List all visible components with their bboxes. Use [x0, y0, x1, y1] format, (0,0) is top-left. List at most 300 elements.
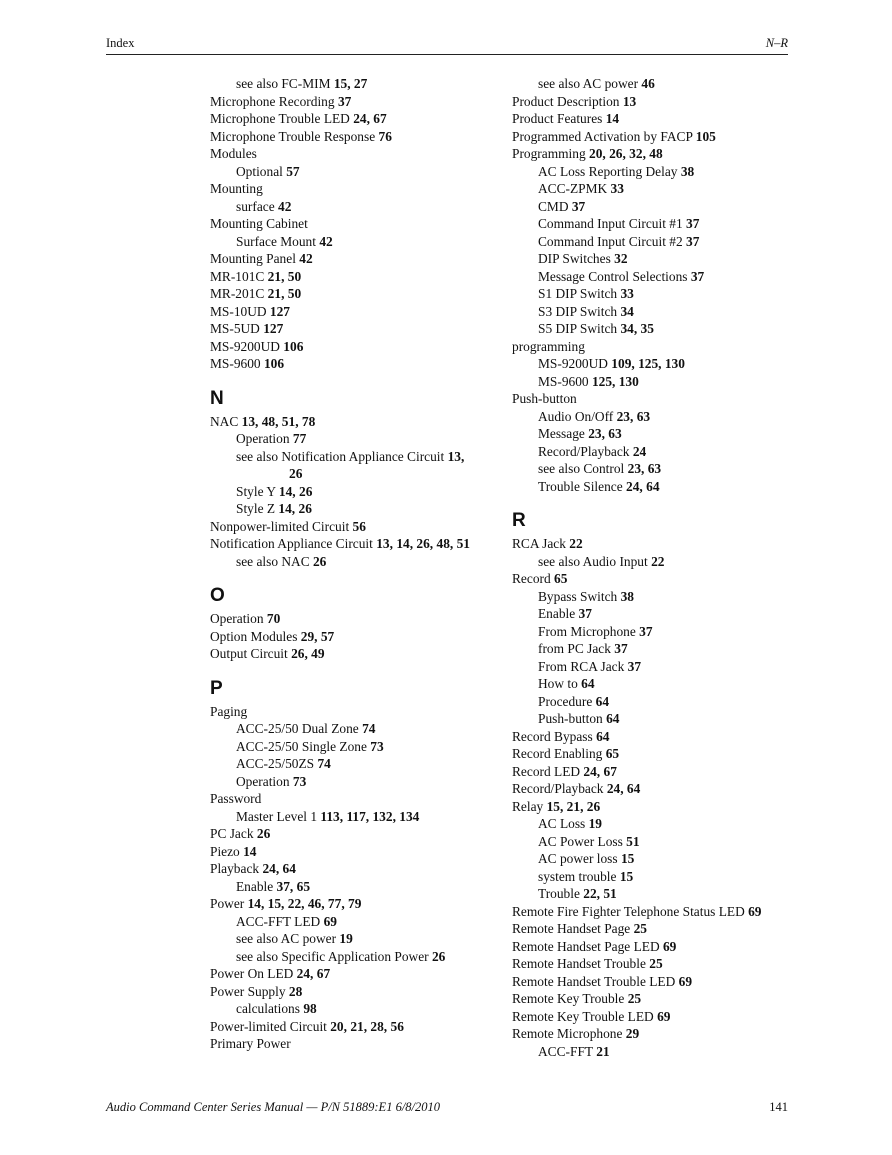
index-page-refs: 15 [619, 868, 634, 884]
index-term: Mounting Panel [210, 251, 300, 266]
index-page-refs: 20, 26, 32, 48 [589, 146, 663, 161]
index-term: Optional [236, 163, 287, 179]
index-page-refs: 69 [657, 1008, 671, 1024]
index-term: Notification Appliance Circuit [210, 536, 377, 551]
index-page-refs: 13 [622, 93, 637, 109]
index-page-refs: 21, 50 [267, 286, 302, 301]
index-page-refs: 74 [317, 756, 331, 771]
index-page-refs: 64 [581, 676, 595, 691]
index-term: AC power loss [538, 851, 621, 866]
index-term: Programmed Activation by FACP [512, 128, 696, 144]
index-entry [512, 1008, 802, 1026]
index-entry [210, 215, 500, 233]
index-term: ACC-FFT [538, 1043, 597, 1059]
index-entry [512, 938, 802, 956]
index-page-refs: 15 [620, 851, 635, 866]
index-term: Remote Fire Fighter Telephone Status LED [512, 903, 749, 919]
index-page-refs: 106 [283, 338, 304, 354]
index-term: Command Input Circuit #1 [538, 216, 687, 231]
index-term: Product Features [512, 111, 606, 126]
index-page-refs: 127 [269, 303, 290, 319]
index-term: Microphone Recording [210, 93, 338, 109]
index-entry [210, 860, 500, 878]
index-term: Remote Key Trouble LED [512, 1008, 658, 1024]
index-entry [210, 413, 500, 431]
index-term: AC Power Loss [538, 833, 627, 849]
index-page-refs: 24, 67 [353, 111, 387, 126]
index-page-refs: 74 [362, 721, 376, 736]
index-entry [210, 703, 500, 721]
index-term: MS-9200UD [210, 338, 284, 354]
index-entry [210, 1018, 500, 1036]
index-term: Trouble [538, 886, 584, 901]
index-term: Paging [210, 703, 248, 719]
index-term: AC Loss Reporting Delay [538, 163, 681, 179]
index-page-refs: 26 [431, 948, 446, 964]
index-page-refs: 26 [256, 826, 271, 841]
index-page-refs: 106 [263, 356, 285, 371]
index-entry [512, 570, 802, 588]
index-subentry [210, 1000, 500, 1018]
index-term: MS-9200UD [538, 356, 612, 371]
index-term: calculations [236, 1001, 304, 1016]
page-number: 141 [769, 1100, 788, 1114]
index-term: Primary Power [210, 1036, 291, 1051]
index-page-refs: 37 [686, 233, 700, 249]
index-page-refs: 113, 117, 132, 134 [320, 808, 420, 824]
index-term: see also AC power [538, 76, 642, 91]
index-term: Push-button [512, 391, 577, 406]
index-column-right [512, 75, 802, 1060]
index-term: ACC-FFT LED [236, 913, 324, 929]
index-subentry [210, 483, 500, 501]
index-entry [210, 790, 500, 808]
index-term: see also FC-MIM [236, 76, 334, 91]
index-page-refs: 13, [447, 448, 465, 464]
index-subentry [512, 658, 802, 676]
index-term: Record Enabling [512, 746, 606, 761]
index-subentry [512, 268, 802, 286]
index-page-refs: 25 [649, 956, 663, 971]
index-entry [210, 535, 500, 553]
index-subentry [512, 75, 802, 93]
index-page-refs: 29 [625, 1026, 640, 1041]
index-page-refs: 13, 14, 26, 48, 51 [376, 536, 470, 551]
index-page-refs: 37 [337, 93, 352, 109]
index-page-refs: 21, 50 [267, 268, 302, 284]
index-term: Modules [210, 146, 257, 161]
index-page-refs: 24, 67 [296, 966, 331, 981]
index-term: Power [210, 896, 248, 911]
index-term: Power On LED [210, 966, 297, 981]
index-term: MS-9600 [210, 356, 264, 371]
index-subentry [210, 755, 500, 773]
index-term: Style Y [236, 483, 279, 499]
index-subentry [512, 355, 802, 373]
index-term: Relay [512, 798, 547, 814]
index-entry [210, 110, 500, 128]
index-term: Trouble Silence [538, 478, 627, 494]
index-term: see also Control [538, 461, 628, 476]
index-page-refs: 125, 130 [591, 373, 639, 389]
index-term: S5 DIP Switch [538, 321, 621, 336]
index-term: Message Control Selections [538, 268, 691, 284]
index-page-refs: 33 [620, 286, 634, 301]
index-entry [512, 763, 802, 781]
index-term: ACC-ZPMK [538, 181, 611, 196]
index-subentry [512, 815, 802, 833]
index-page-refs: 34 [620, 303, 634, 319]
index-entry [210, 285, 500, 303]
index-page-refs: 19 [339, 931, 353, 946]
index-term: MR-201C [210, 286, 268, 301]
index-term: see also NAC [236, 553, 313, 569]
index-term: Command Input Circuit #2 [538, 233, 687, 249]
index-page-refs: 37 [614, 641, 628, 656]
index-page-refs: 26 [312, 553, 327, 569]
index-page-refs: 127 [263, 321, 284, 336]
index-subentry [512, 675, 802, 693]
index-page-refs: 25 [627, 991, 642, 1006]
index-entry [210, 180, 500, 198]
index-entry [210, 93, 500, 111]
index-page-refs: 26 [289, 466, 303, 481]
index-subentry [512, 425, 802, 443]
index-subentry [512, 640, 802, 658]
index-term: Output Circuit [210, 646, 292, 661]
index-entry [210, 983, 500, 1001]
index-page-refs: 65 [605, 746, 620, 761]
index-page-refs: 23, 63 [588, 426, 622, 441]
index-term: programming [512, 338, 585, 354]
index-entry [512, 145, 802, 163]
index-entry [512, 390, 802, 408]
index-term: Nonpower-limited Circuit [210, 518, 353, 534]
index-entry [210, 518, 500, 536]
index-term: Microphone Trouble LED [210, 111, 354, 126]
index-term: Remote Handset Trouble LED [512, 973, 679, 989]
index-page-refs: 14 [243, 843, 257, 859]
index-page-refs: 70 [266, 611, 281, 626]
index-page-refs: 73 [370, 738, 384, 754]
index-subentry [512, 553, 802, 571]
index-entry [512, 745, 802, 763]
index-term: Password [210, 791, 262, 806]
index-page-refs: 37 [639, 623, 653, 639]
index-subentry [210, 738, 500, 756]
index-term: Microphone Trouble Response [210, 128, 379, 144]
index-subentry [210, 913, 500, 931]
index-entry [210, 843, 500, 861]
index-page-refs: 56 [352, 518, 366, 534]
index-subentry [512, 588, 802, 606]
index-entry [512, 955, 802, 973]
index-subentry [512, 693, 802, 711]
index-page-refs: 37 [690, 268, 705, 284]
index-subentry [512, 833, 802, 851]
section-heading-n: N [210, 387, 224, 409]
index-term: Power Supply [210, 983, 289, 999]
section-heading-p: P [210, 677, 223, 699]
index-entry [210, 825, 500, 843]
index-term: surface [236, 198, 279, 214]
index-page-refs: 37 [578, 606, 592, 621]
index-page-refs: 28 [288, 983, 303, 999]
index-page-refs: 37, 65 [276, 878, 311, 894]
index-page-refs: 109, 125, 130 [611, 356, 685, 371]
index-entry [210, 628, 500, 646]
index-subentry [210, 163, 500, 181]
index-entry [512, 920, 802, 938]
index-subentry [512, 478, 802, 496]
index-term: Power-limited Circuit [210, 1018, 331, 1034]
index-entry [210, 303, 500, 321]
index-entry [210, 895, 500, 913]
index-page-refs: 14 [605, 111, 620, 126]
index-entry [512, 780, 802, 798]
section-heading-o: O [210, 585, 225, 606]
index-page-refs: 15, 21, 26 [546, 798, 601, 814]
index-page-refs: 69 [662, 938, 677, 954]
index-subentry [512, 623, 802, 641]
index-term: Remote Key Trouble [512, 991, 628, 1006]
index-page-refs: 51 [626, 833, 640, 849]
index-page-refs: 65 [554, 571, 568, 586]
index-subentry [512, 233, 802, 251]
index-term: Mounting [210, 181, 263, 196]
index-entry [210, 610, 500, 628]
index-page-refs: 105 [695, 128, 716, 144]
index-page-refs: 73 [292, 773, 307, 789]
index-term: Operation [236, 431, 293, 446]
index-entry [210, 355, 500, 373]
index-term: Option Modules [210, 628, 301, 644]
index-entry [512, 110, 802, 128]
index-term: Programming [512, 146, 589, 161]
index-page-refs: 77 [292, 431, 307, 446]
index-term: Remote Handset Trouble [512, 956, 650, 971]
index-subentry [512, 460, 802, 478]
index-term: Remote Handset Page [512, 921, 634, 936]
index-term: see also Notification Appliance Circuit [236, 448, 448, 464]
index-page-refs: 64 [606, 711, 620, 726]
index-subentry [512, 303, 802, 321]
index-entry [512, 535, 802, 553]
index-term: ACC-25/50 Single Zone [236, 738, 371, 754]
index-page-refs: 37 [571, 198, 586, 214]
index-page-refs: 22 [651, 553, 665, 569]
index-term: Operation [236, 773, 293, 789]
index-page-refs: 24, 64 [262, 861, 296, 876]
index-subentry [512, 885, 802, 903]
index-entry [512, 728, 802, 746]
index-page-refs: 69 [748, 903, 762, 919]
index-page-refs: 57 [286, 163, 300, 179]
index-subentry [512, 710, 802, 728]
index-term: Master Level 1 [236, 808, 321, 824]
index-page-refs: 69 [323, 913, 337, 929]
index-term: AC Loss [538, 816, 589, 831]
index-entry [512, 990, 802, 1008]
index-term: Enable [236, 878, 277, 894]
index-subentry [210, 465, 500, 483]
index-subentry [210, 808, 500, 826]
index-page-refs: 22, 51 [583, 886, 617, 901]
index-term: Audio On/Off [538, 408, 617, 424]
index-subentry [210, 773, 500, 791]
index-page-refs: 29, 57 [300, 628, 335, 644]
index-page-refs: 21 [596, 1043, 610, 1059]
index-subentry [210, 233, 500, 251]
index-subentry [512, 320, 802, 338]
index-page-refs: 24 [632, 443, 647, 459]
index-entry [210, 965, 500, 983]
index-term: NAC [210, 413, 242, 429]
index-page-refs: 25 [633, 921, 647, 936]
index-subentry [512, 1043, 802, 1061]
index-term: MS-10UD [210, 303, 270, 319]
index-term: Remote Handset Page LED [512, 938, 663, 954]
index-term: MS-5UD [210, 321, 264, 336]
index-page-refs: 22 [569, 536, 583, 551]
index-page-refs: 14, 15, 22, 46, 77, 79 [247, 896, 362, 911]
index-page-refs: 69 [678, 973, 693, 989]
index-term: Message [538, 426, 589, 441]
index-term: Product Description [512, 93, 623, 109]
index-term: Playback [210, 861, 263, 876]
index-subentry [512, 868, 802, 886]
index-entry [210, 1035, 500, 1053]
index-term: Enable [538, 606, 579, 621]
index-page-refs: 32 [614, 251, 628, 266]
page-header [106, 36, 788, 55]
index-page-refs: 37 [686, 216, 700, 231]
index-term: see also Audio Input [538, 553, 652, 569]
index-term: Record/Playback [538, 443, 633, 459]
index-term: ACC-25/50ZS [236, 756, 318, 771]
index-page-refs: 64 [596, 728, 610, 744]
index-term: see also Specific Application Power [236, 948, 432, 964]
header-range-label: N–R [765, 36, 788, 50]
index-subentry [512, 180, 802, 198]
index-entry [210, 250, 500, 268]
index-page-refs: 34, 35 [620, 321, 654, 336]
header-section-label: Index [106, 36, 135, 50]
index-term: Operation [210, 611, 267, 626]
index-page-refs: 24, 64 [626, 478, 660, 494]
index-term: Record Bypass [512, 728, 597, 744]
index-page-refs: 38 [620, 588, 634, 604]
index-entry [210, 128, 500, 146]
index-subentry [512, 250, 802, 268]
index-term: RCA Jack [512, 536, 570, 551]
index-entry [512, 798, 802, 816]
index-subentry [512, 198, 802, 216]
index-term: Surface Mount [236, 233, 320, 249]
index-term: Record LED [512, 763, 584, 779]
index-page-refs: 23, 63 [627, 461, 662, 476]
index-entry [512, 973, 802, 991]
index-entry [512, 1025, 802, 1043]
index-page-refs: 33 [610, 181, 624, 196]
index-term: Bypass Switch [538, 588, 621, 604]
index-term: From Microphone [538, 623, 640, 639]
index-entry [210, 338, 500, 356]
index-column-left [210, 75, 500, 1053]
index-subentry [512, 163, 802, 181]
index-page-refs: 76 [378, 128, 392, 144]
index-term: CMD [538, 198, 572, 214]
index-entry [512, 903, 802, 921]
index-entry [210, 645, 500, 663]
index-page-refs: 42 [299, 251, 313, 266]
index-entry [512, 128, 802, 146]
index-page-refs: 19 [588, 816, 602, 831]
index-term: Mounting Cabinet [210, 216, 308, 231]
index-term: PC Jack [210, 826, 257, 841]
index-subentry [512, 605, 802, 623]
index-term: MS-9600 [538, 373, 592, 389]
index-subentry [210, 930, 500, 948]
index-term: From RCA Jack [538, 658, 628, 674]
index-subentry [512, 285, 802, 303]
index-subentry [210, 553, 500, 571]
index-page-refs: 98 [303, 1001, 317, 1016]
index-term: S1 DIP Switch [538, 286, 621, 301]
index-entry [210, 320, 500, 338]
index-term: How to [538, 676, 582, 691]
index-page-refs: 20, 21, 28, 56 [330, 1018, 404, 1034]
footer-document-title: Audio Command Center Series Manual — P/N 51889:E1 6/8/2010 [106, 1100, 441, 1114]
index-entry [210, 268, 500, 286]
index-term: system trouble [538, 868, 620, 884]
index-subentry [210, 948, 500, 966]
index-page-refs: 26, 49 [291, 646, 325, 661]
index-term: Procedure [538, 693, 596, 709]
index-term: Record/Playback [512, 781, 607, 796]
index-page-refs: 15, 27 [333, 76, 368, 91]
index-subentry [210, 448, 500, 466]
index-entry [512, 338, 802, 356]
index-term: Remote Microphone [512, 1026, 626, 1041]
index-term: Record [512, 571, 555, 586]
index-term: S3 DIP Switch [538, 303, 621, 319]
index-page-refs: 14, 26 [278, 483, 313, 499]
index-subentry [210, 500, 500, 518]
index-page-refs: 13, 48, 51, 78 [241, 413, 316, 429]
index-page-refs: 23, 63 [616, 408, 651, 424]
index-subentry [210, 720, 500, 738]
index-term: MR-101C [210, 268, 268, 284]
index-page-refs: 24, 67 [583, 763, 617, 779]
index-subentry [210, 75, 500, 93]
index-term: Piezo [210, 843, 244, 859]
index-term: from PC Jack [538, 641, 615, 656]
index-term: Push-button [538, 711, 607, 726]
index-page-refs: 42 [319, 233, 333, 249]
index-page-refs: 14, 26 [278, 501, 312, 516]
index-term: see also AC power [236, 931, 340, 946]
index-term: ACC-25/50 Dual Zone [236, 721, 363, 736]
index-page-refs: 24, 64 [606, 781, 641, 796]
index-subentry [512, 443, 802, 461]
index-page-refs: 64 [595, 693, 610, 709]
index-subentry [512, 850, 802, 868]
index-entry [512, 93, 802, 111]
index-subentry [512, 408, 802, 426]
index-subentry [210, 198, 500, 216]
index-subentry [210, 878, 500, 896]
